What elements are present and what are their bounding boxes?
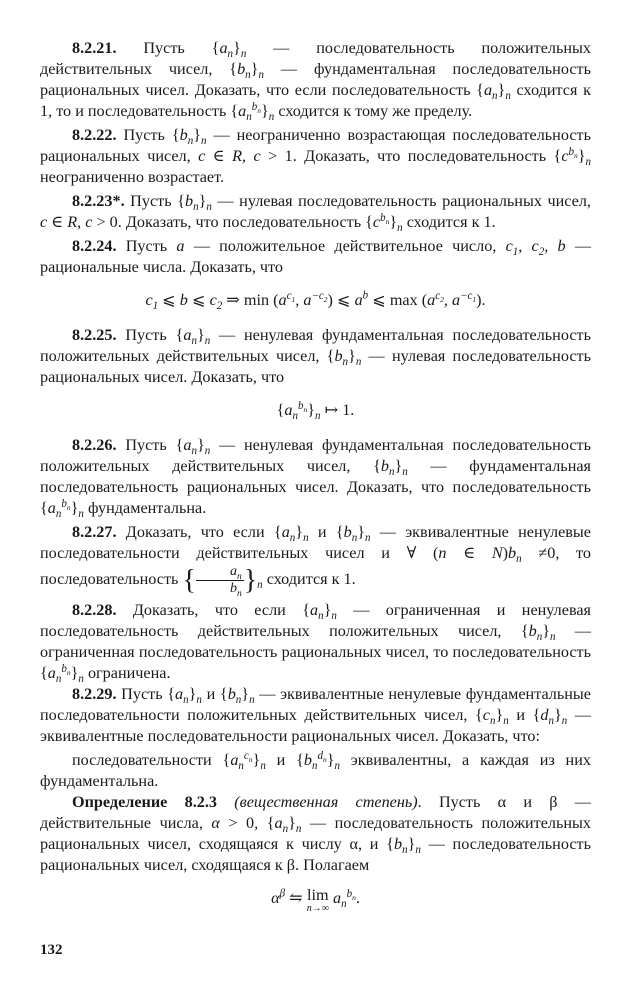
problem-8-2-22: 8.2.22. Пусть $\{b_n\}_n$ — неограниченно возрастающая последовательность рациональных чисел, c ∈ R, c > 1. Доказать, что последовательность $\{c^{b_n}\}_n$ неограниченно возрастает. xyxy=(40,126,592,186)
problem-number: 8.2.29. xyxy=(72,685,117,703)
problem-number: 8.2.23*. xyxy=(72,192,125,210)
problem-number: 8.2.28. xyxy=(72,601,117,619)
problem-8-2-25: 8.2.25. Пусть $\{a_n\}_n$ — ненулевая фундаментальная последовательность положительных действительных чисел, $\{b_n\}_n$ — нулевая последовательность рациональных чисел. Доказать, что xyxy=(40,326,591,386)
formula: $\{a_n\}_n$ xyxy=(302,601,337,623)
problem-8-2-27: 8.2.27. Доказать, что если $\{a_n\}_n$ и $\{b_n\}_n$ — эквивалентные ненулевые последовательности действительных чисел и ∀ (n ∈ $N)b_n \ne 0$, то последовательность { $\frac{a_n}{b_n}$ }$_n$ сходится к 1. xyxy=(40,523,591,599)
display-formula: $\{a_n^{b_n}\}_n$ ↦ 1. xyxy=(276,399,355,423)
formula: $\{b_n\}_n$ xyxy=(373,457,408,479)
formula: $\{a_n^{b_n}\}_n$ xyxy=(40,497,84,521)
formula: $\{b_n\}_n$ xyxy=(229,60,264,82)
formula: $\{a_n\}_n$ xyxy=(476,81,511,103)
page-number: 132 xyxy=(40,942,63,958)
formula: $\{b_n\}_n$ xyxy=(386,835,421,857)
definition-heading: Определение 8.2.3 xyxy=(72,793,218,811)
formula: $\{b_n\}_n$ xyxy=(520,622,556,644)
problem-8-2-23: 8.2.23*. Пусть $\{b_n\}_n$ — нулевая последовательность рациональных чисел, c ∈ R, c > 0. Доказать, что последовательность $\{c^{b_n}\}_n$ сходится к 1. xyxy=(40,192,591,235)
formula: $\{b_n\}_n$ xyxy=(219,685,255,707)
formula: $\{b_n\}_n$ xyxy=(326,347,362,369)
formula: α > 0, $\{a_n\}_n$ xyxy=(211,814,302,836)
formula: $\{a_n\}_n$ xyxy=(167,685,202,707)
problem-number: 8.2.22. xyxy=(72,126,117,144)
formula: $c_1$, $c_2$, b xyxy=(505,237,566,259)
problem-number: 8.2.24. xyxy=(72,237,117,255)
definition-8-2-3: Определение 8.2.3 (вещественная степень). Пусть α и β — действительные числа, α > 0, $\{a_n\}_n$ — последовательность положительных рациональных чисел, сходящаяся к числу α, и $\{b_n\}_n$ — последовательность рациональных чисел, сходящаяся к β. Полагаем xyxy=(40,793,592,874)
formula: c ∈ R, c > 0 xyxy=(40,213,118,231)
problem-number: 8.2.27. xyxy=(72,523,117,541)
problem-8-2-26: 8.2.26. Пусть $\{a_n\}_n$ — ненулевая фундаментальная последовательность положительных действительных чисел, $\{b_n\}_n$ — фундаментальная последовательность рациональных чисел. Доказать, что последовательность $\{a_n^{b_n}\}_n$ фундаментальна. xyxy=(40,436,591,521)
problem-8-2-29: 8.2.29. Пусть $\{a_n\}_n$ и $\{b_n\}_n$ — эквивалентные ненулевые фундаментальные последовательности положительных действительных чисел, $\{c_n\}_n$ и $\{d_n\}_n$ — эквивалентные последовательности рациональных чисел. Доказать, что: xyxy=(40,685,591,745)
formula: $\{a_n^{b_n}\}_n$ xyxy=(40,662,84,686)
problem-number: 8.2.25. xyxy=(72,326,117,344)
formula: $\{b_n^{d_n}\}_n$ xyxy=(296,749,340,773)
formula: ∀ (n ∈ $N)b_n \ne 0$ xyxy=(406,544,556,566)
formula: c ∈ R, c > 1 xyxy=(198,147,293,165)
formula: $\{b_n\}_n$ xyxy=(171,126,207,148)
formula: $\{c_n\}_n$ xyxy=(475,706,509,728)
display-formula: $\alpha^\beta$ ⇋ lim n→∞ $a_n^{b_n}$. xyxy=(271,886,360,914)
problem-number: 8.2.26. xyxy=(72,436,117,454)
problem-8-2-28: 8.2.28. Доказать, что если $\{a_n\}_n$ — ограниченная и ненулевая последовательность действительных положительных чисел, $\{b_n\}_n$ — ограниченная последовательность рациональных чисел, то последовательность $\{a_n^{b_n}\}_n$ ограничена. xyxy=(40,601,592,686)
problem-8-2-24: 8.2.24. Пусть a — положительное действительное число, $c_1$, $c_2$, b — рациональные числа. Доказать, что xyxy=(40,237,592,276)
formula: $\{d_n\}_n$ xyxy=(532,706,568,728)
formula: $\{a_n^{c_n}\}_n$ xyxy=(222,749,266,773)
problem-8-2-21: 8.2.21. Пусть $\{a_n\}_n$ — последовательность положительных действительных чисел, $\{b_n\}_n$ — фундаментальная последовательность рациональных чисел. Доказать, что если последовательность $\{a_n\}_n$ сходится к 1, то и последовательность $\{a_n^{b_n}\}_n$ сходится к тому же пределу. xyxy=(40,39,591,124)
display-formula: $c_1$ ⩽ b ⩽ $c_2$ ⇒ $\min (a^{c_1}$, $a^{-c_2}$) ⩽ $a^b$ ⩽ $\max (a^{c_2}$, $a^{-c_1}$). xyxy=(145,289,486,313)
formula: $\{a_n\}_n$ xyxy=(175,326,211,348)
definition-title: (вещественная степень) xyxy=(217,793,418,811)
formula: $\{b_n\}_n$ xyxy=(177,192,212,214)
problem-number: 8.2.21. xyxy=(72,39,117,57)
formula: $\{a_n\}_n$ xyxy=(273,523,309,545)
formula: $\{a_n\}_n$ xyxy=(175,436,211,458)
formula: $\{c^{b_n}\}_n$ xyxy=(365,211,403,235)
formula: { $\frac{a_n}{b_n}$ }$_n$ xyxy=(182,564,263,599)
formula: $\{a_n\}_n$ xyxy=(211,39,247,61)
formula: a xyxy=(176,237,185,255)
problem-8-2-29-statement: последовательности $\{a_n^{c_n}\}_n$ и $\{b_n^{d_n}\}_n$ эквивалентны, а каждая из них фундаментальна. xyxy=(40,749,591,790)
formula: $\{c^{b_n}\}_n$ xyxy=(553,145,592,169)
formula: $\{b_n\}_n$ xyxy=(335,523,371,545)
formula: $\{a_n^{b_n}\}_n$ xyxy=(230,100,275,124)
